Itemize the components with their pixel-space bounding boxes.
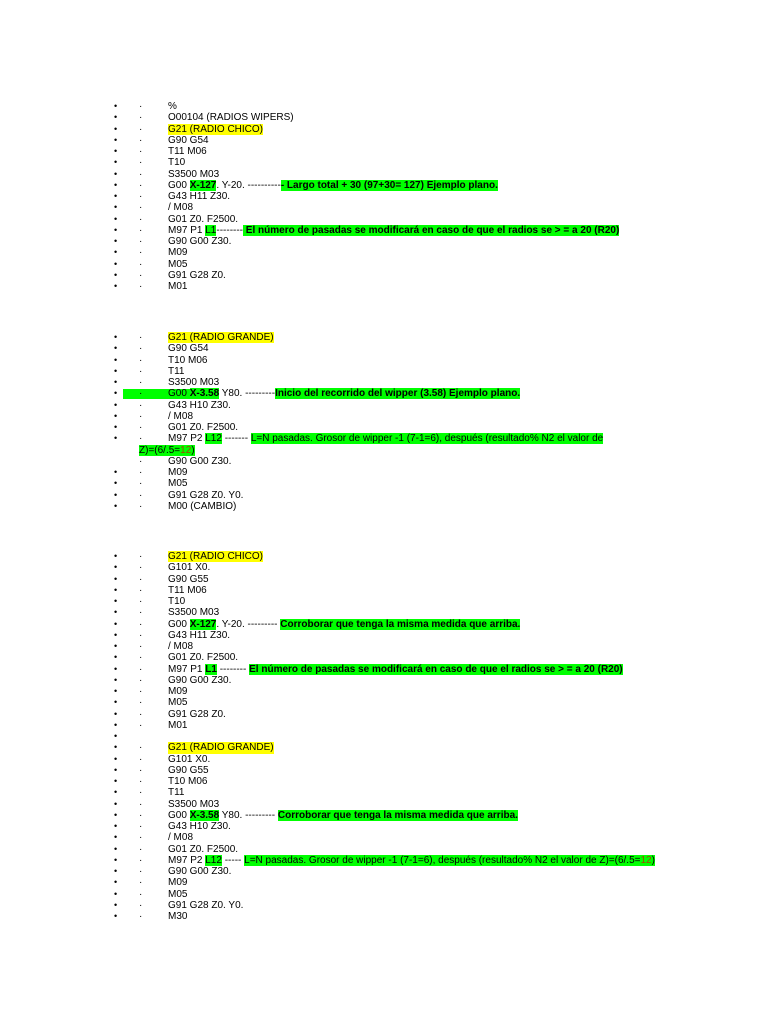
sub-bullet: · xyxy=(139,629,143,641)
section-heading: G21 (RADIO GRANDE) xyxy=(168,742,274,754)
comment-note: L=N pasadas. Grosor de wipper -1 (7-1=6), después (resultado% N2 el valor de Z)=(6/.5= xyxy=(244,854,641,866)
sub-bullet: · xyxy=(139,179,143,191)
bullet: • xyxy=(114,433,118,444)
bullet: • xyxy=(114,888,118,899)
bullet: • xyxy=(114,663,118,674)
code-line: M05 xyxy=(168,478,188,490)
sub-bullet: · xyxy=(139,719,143,731)
comment-note: El número de pasadas se modificará en caso de que el radios se > = a 20 (R20) xyxy=(249,663,623,675)
comment-note: El número de pasadas se modificará en caso de que el radios se > = a 20 (R20) xyxy=(243,224,620,236)
sub-bullet: · xyxy=(139,809,143,821)
sub-bullet: · xyxy=(139,854,143,866)
code-line: G91 G28 Z0. Y0. xyxy=(168,899,244,911)
code-line: G01 Z0. F2500. xyxy=(168,652,239,664)
code-line: G43 H11 Z30. xyxy=(168,191,231,202)
bullet: • xyxy=(114,697,118,708)
highlighted-value: 12 xyxy=(640,854,652,866)
sub-bullet: · xyxy=(139,652,143,664)
bullet: • xyxy=(114,247,118,258)
code-line: M00 (CAMBIO) xyxy=(168,500,237,512)
highlighted-value: L12 xyxy=(205,854,222,866)
sub-bullet: · xyxy=(139,618,143,630)
code-line: G90 G00 Z30. xyxy=(168,674,232,686)
bullet: • xyxy=(114,388,118,399)
code-line: M30 xyxy=(168,911,188,922)
sub-bullet: · xyxy=(139,236,143,247)
code-line: G43 H10 Z30. xyxy=(168,399,231,411)
comment-note: ) xyxy=(191,444,195,456)
code-line: S3500 M03 xyxy=(168,798,220,810)
sub-bullet: · xyxy=(139,377,143,388)
wrapped-text xyxy=(139,445,195,456)
code-text: . Y-20. --------- xyxy=(216,618,281,630)
bullet: • xyxy=(114,764,118,775)
comment-note: - Largo total + 30 (97+30= 127) Ejemplo plano. xyxy=(280,179,498,191)
bullet: • xyxy=(114,123,118,134)
bullet: • xyxy=(114,562,118,573)
code-line xyxy=(168,810,518,821)
comment-note: ) xyxy=(651,854,655,866)
sub-bullet: · xyxy=(139,365,143,377)
bullet: • xyxy=(114,911,118,921)
bullet: • xyxy=(114,742,118,753)
sub-bullet: · xyxy=(139,832,143,844)
sub-bullet: · xyxy=(139,821,143,832)
bullet: • xyxy=(114,467,118,477)
bullet: • xyxy=(114,500,118,511)
code-line: G101 X0. xyxy=(168,753,211,765)
code-text: G00 xyxy=(168,179,190,191)
code-text: M97 P2 xyxy=(168,854,206,866)
sub-bullet: · xyxy=(139,467,143,478)
sub-bullet: · xyxy=(139,332,143,343)
sub-bullet: · xyxy=(139,258,143,270)
bullet: • xyxy=(114,332,118,342)
code-line: S3500 M03 xyxy=(168,607,220,619)
code-line: M09 xyxy=(168,877,188,889)
highlighted-value: L1 xyxy=(205,663,217,675)
bullet: • xyxy=(114,112,118,123)
bullet: • xyxy=(114,410,118,421)
sub-bullet: · xyxy=(139,674,143,686)
code-line xyxy=(168,664,623,675)
bullet: • xyxy=(114,866,118,876)
code-line xyxy=(168,225,619,236)
sub-bullet: · xyxy=(139,354,143,366)
code-line: M01 xyxy=(168,281,188,292)
sub-bullet: · xyxy=(139,478,143,490)
bullet: • xyxy=(114,236,118,246)
code-line: G90 G00 Z30. xyxy=(168,455,232,467)
code-text: G00 xyxy=(168,388,190,400)
code-line: S3500 M03 xyxy=(168,168,220,180)
bullet: • xyxy=(114,686,118,696)
code-text: ----- xyxy=(221,854,245,866)
sub-bullet: · xyxy=(139,455,143,467)
code-text: Y80. --------- xyxy=(219,809,278,821)
bullet: • xyxy=(114,191,118,201)
sub-bullet: · xyxy=(139,388,143,400)
code-line: G43 H10 Z30. xyxy=(168,821,231,832)
code-text: -------- xyxy=(216,224,244,236)
sub-bullet: · xyxy=(139,663,143,675)
sub-bullet: · xyxy=(139,433,143,445)
bullet: • xyxy=(114,157,118,168)
bullet: • xyxy=(114,776,118,786)
code-line: / M08 xyxy=(168,202,194,214)
code-text: ------- xyxy=(221,433,251,445)
code-line: T10 xyxy=(168,157,186,169)
section-heading: G21 (RADIO CHICO) xyxy=(168,551,264,562)
highlighted-value: X-3.58 xyxy=(189,388,220,400)
sub-bullet: · xyxy=(139,399,143,411)
code-line: G90 G55 xyxy=(168,573,209,585)
code-line: G101 X0. xyxy=(168,562,211,574)
sub-bullet: · xyxy=(139,753,143,765)
code-line: G01 Z0. F2500. xyxy=(168,213,239,225)
bullet: • xyxy=(114,821,118,831)
sub-bullet: · xyxy=(139,146,143,157)
bullet: • xyxy=(114,641,118,651)
comment-note: Corroborar que tenga la misma medida que arriba. xyxy=(280,618,521,630)
section-heading: G21 (RADIO GRANDE) xyxy=(168,332,274,343)
sub-bullet: · xyxy=(139,596,143,607)
bullet: • xyxy=(114,281,118,291)
bullet: • xyxy=(114,809,118,820)
sub-bullet: · xyxy=(139,123,143,135)
sub-bullet: · xyxy=(139,742,143,754)
code-text: -------- xyxy=(216,663,250,675)
code-line: G91 G28 Z0. xyxy=(168,708,226,720)
sub-bullet: · xyxy=(139,410,143,422)
sub-bullet: · xyxy=(139,500,143,512)
sub-bullet: · xyxy=(139,697,143,709)
sub-bullet: · xyxy=(139,686,143,697)
bullet: • xyxy=(114,354,118,365)
code-line: T10 M06 xyxy=(168,354,208,366)
highlighted-value: L12 xyxy=(205,433,222,445)
bullet: • xyxy=(114,168,118,179)
highlighted-value: 12 xyxy=(180,444,192,456)
code-line xyxy=(168,433,603,444)
bullet: • xyxy=(114,832,118,843)
highlighted-value: X-127 xyxy=(189,618,217,630)
code-text: G00 xyxy=(168,809,190,821)
bullet: • xyxy=(114,478,118,489)
bullet: • xyxy=(114,202,118,213)
code-line: G91 G28 Z0. xyxy=(168,269,226,281)
sub-bullet: · xyxy=(139,281,143,292)
sub-bullet: · xyxy=(139,843,143,855)
code-line: G90 G55 xyxy=(168,764,209,776)
bullet: • xyxy=(114,719,118,730)
code-line: G01 Z0. F2500. xyxy=(168,843,239,855)
code-line: T11 M06 xyxy=(168,146,207,157)
sub-bullet: · xyxy=(139,157,143,169)
code-text: G00 xyxy=(168,618,190,630)
sub-bullet: · xyxy=(139,776,143,787)
bullet: • xyxy=(114,343,118,354)
sub-bullet: · xyxy=(139,584,143,596)
sub-bullet: · xyxy=(139,489,143,501)
bullet: • xyxy=(114,843,118,854)
bullet: • xyxy=(114,422,118,432)
code-text: M97 P2 xyxy=(168,433,206,445)
code-line: M01 xyxy=(168,719,188,731)
code-line: G90 G54 xyxy=(168,343,209,355)
code-line: / M08 xyxy=(168,410,194,422)
bullet: • xyxy=(114,877,118,888)
sub-bullet: · xyxy=(139,101,143,112)
code-line: T10 M06 xyxy=(168,776,208,787)
code-line xyxy=(168,180,498,191)
code-line: / M08 xyxy=(168,832,194,844)
program-title: O00104 (RADIOS WIPERS) xyxy=(168,112,294,124)
sub-bullet: · xyxy=(139,573,143,585)
bullet: • xyxy=(114,224,118,235)
code-line xyxy=(168,619,520,630)
bullet: • xyxy=(114,854,118,865)
sub-bullet: · xyxy=(139,213,143,225)
code-text: M97 P1 xyxy=(168,224,206,236)
code-line: G43 H11 Z30. xyxy=(168,629,231,641)
sub-bullet: · xyxy=(139,191,143,202)
sub-bullet: · xyxy=(139,168,143,180)
bullet: • xyxy=(114,258,118,269)
bullet: • xyxy=(114,629,118,640)
sub-bullet: · xyxy=(139,422,143,433)
comment-note: L=N pasadas. Grosor de wipper -1 (7-1=6), después (resultado% N2 el valor de xyxy=(250,433,604,445)
bullet: • xyxy=(114,899,118,910)
sub-bullet: · xyxy=(139,562,143,574)
bullet: • xyxy=(114,489,118,500)
sub-bullet: · xyxy=(139,112,143,124)
sub-bullet: · xyxy=(139,877,143,889)
code-line: G01 Z0. F2500. xyxy=(168,422,239,433)
sub-bullet: · xyxy=(139,247,143,259)
code-line: T10 xyxy=(168,596,186,607)
code-text: . Y-20. ---------- xyxy=(216,179,281,191)
comment-note: Inicio del recorrido del wipper (3.58) Ejemplo plano. xyxy=(275,388,521,400)
code-line: M05 xyxy=(168,888,188,900)
highlighted-value: L1 xyxy=(205,224,217,236)
bullet: • xyxy=(114,584,118,595)
comment-note: Z)=(6/.5= xyxy=(139,444,181,456)
bullet: • xyxy=(114,787,118,798)
sub-bullet: · xyxy=(139,798,143,810)
sub-bullet: · xyxy=(139,607,143,619)
sub-bullet: · xyxy=(139,551,143,562)
bullet: • xyxy=(114,798,118,809)
bullet: • xyxy=(114,399,118,410)
bullet: • xyxy=(114,573,118,584)
bullet: • xyxy=(114,101,118,111)
code-line: M05 xyxy=(168,697,188,709)
sub-bullet: · xyxy=(139,899,143,911)
sub-bullet: · xyxy=(139,641,143,652)
code-text: M97 P1 xyxy=(168,663,206,675)
highlighted-value: X-127 xyxy=(189,179,217,191)
sub-bullet: · xyxy=(139,708,143,720)
bullet: • xyxy=(114,134,118,145)
sub-bullet: · xyxy=(139,224,143,236)
code-line: % xyxy=(168,101,177,112)
bullet: • xyxy=(114,269,118,280)
code-line: M09 xyxy=(168,467,188,478)
code-line xyxy=(168,388,520,399)
code-line xyxy=(168,855,655,866)
sub-bullet: · xyxy=(139,764,143,776)
code-line: T11 M06 xyxy=(168,584,207,596)
sub-bullet: · xyxy=(139,343,143,355)
sub-bullet: · xyxy=(139,866,143,877)
bullet: • xyxy=(114,731,118,741)
code-text: Y80. --------- xyxy=(219,388,276,400)
section-heading: G21 (RADIO CHICO) xyxy=(168,123,264,135)
bullet: • xyxy=(114,753,118,764)
code-line: M09 xyxy=(168,686,188,697)
bullet: • xyxy=(114,146,118,156)
code-line: G91 G28 Z0. Y0. xyxy=(168,489,244,501)
code-line: M05 xyxy=(168,258,188,270)
code-line: G90 G54 xyxy=(168,134,209,146)
bullet: • xyxy=(114,607,118,618)
sub-bullet: · xyxy=(139,134,143,146)
highlighted-value: X-3.58 xyxy=(189,809,220,821)
code-line: T11 xyxy=(168,365,185,377)
sub-bullet: · xyxy=(139,911,143,922)
sub-bullet: · xyxy=(139,888,143,900)
bullet: • xyxy=(114,551,118,561)
code-line: / M08 xyxy=(168,641,194,652)
bullet: • xyxy=(114,213,118,224)
bullet: • xyxy=(114,708,118,719)
comment-note: Corroborar que tenga la misma medida que arriba. xyxy=(277,809,518,821)
code-line: G90 G00 Z30. xyxy=(168,236,232,247)
bullet: • xyxy=(114,377,118,387)
sub-bullet: · xyxy=(139,202,143,214)
code-line: G90 G00 Z30. xyxy=(168,866,232,877)
bullet: • xyxy=(114,596,118,606)
sub-bullet: · xyxy=(139,787,143,799)
code-line: M09 xyxy=(168,247,188,259)
code-line: T11 xyxy=(168,787,185,799)
bullet: • xyxy=(114,652,118,663)
bullet: • xyxy=(114,179,118,190)
bullet: • xyxy=(114,618,118,629)
bullet: • xyxy=(114,365,118,376)
sub-bullet: · xyxy=(139,269,143,281)
code-line: S3500 M03 xyxy=(168,377,220,388)
bullet: • xyxy=(114,674,118,685)
